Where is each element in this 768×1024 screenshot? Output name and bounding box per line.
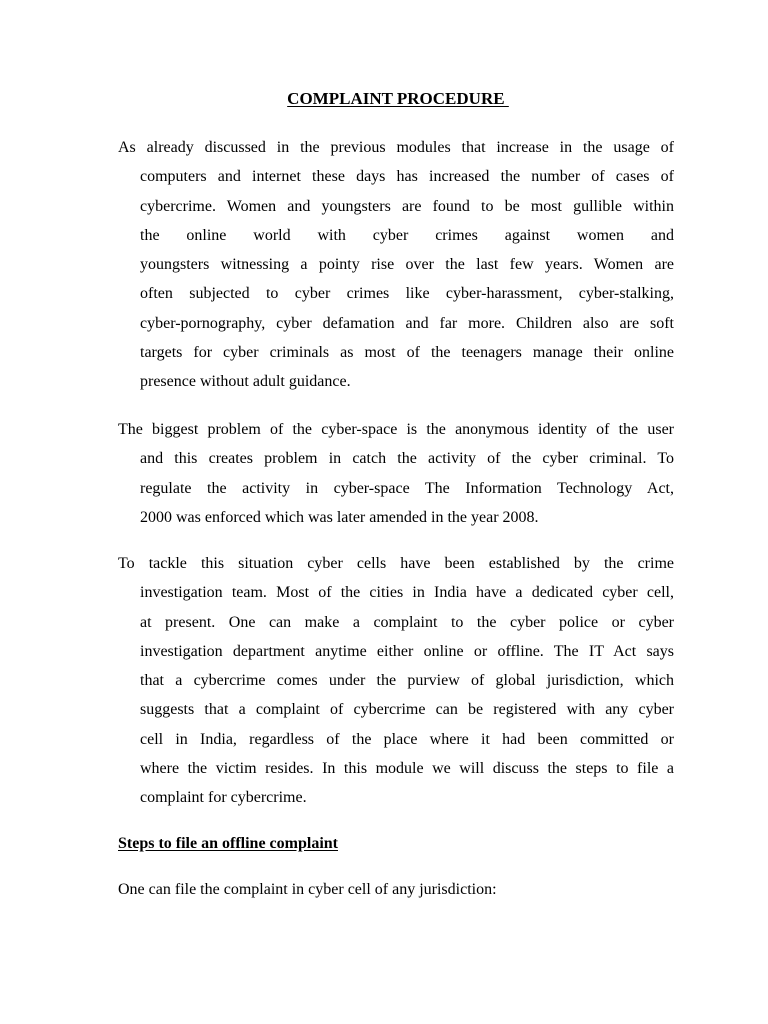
closing-sentence: One can file the complaint in cyber cell of any jurisdiction: (118, 881, 497, 898)
paragraph-line: To tackle this situation cyber cells have been established by the crime (118, 555, 674, 572)
page-title: COMPLAINT PROCEDURE (287, 89, 509, 108)
section-subheading: Steps to file an offline complaint (118, 835, 338, 852)
paragraph-line: cyber-pornography, cyber defamation and far more. Children also are soft (140, 314, 674, 332)
paragraph-line: presence without adult guidance. (140, 373, 351, 391)
paragraph-line: at present. One can make a complaint to the cyber police or cyber (140, 613, 674, 631)
paragraph-line: computers and internet these days has increased the number of cases of (140, 168, 674, 186)
paragraph-line: often subjected to cyber crimes like cyber-harassment, cyber-stalking, (140, 285, 674, 303)
paragraph-line: As already discussed in the previous modules that increase in the usage of (118, 139, 674, 156)
paragraph-line: targets for cyber criminals as most of the teenagers manage their online (140, 344, 674, 362)
paragraph-intro (118, 133, 674, 397)
paragraph-line: that a cybercrime comes under the purview of global jurisdiction, which (140, 672, 674, 690)
paragraph-line: cybercrime. Women and youngsters are found to be most gullible within (140, 197, 674, 215)
paragraph-line: the online world with cyber crimes against women and (140, 226, 674, 244)
paragraph-line: cell in India, regardless of the place where it had been committed or (140, 730, 674, 748)
paragraph-line: investigation department anytime either online or offline. The IT Act says (140, 642, 674, 660)
paragraph-line: regulate the activity in cyber-space The Information Technology Act, (140, 479, 674, 497)
paragraph-line: and this creates problem in catch the activity of the cyber criminal. To (140, 450, 674, 468)
paragraph-line: 2000 was enforced which was later amended in the year 2008. (140, 508, 539, 526)
paragraph-line: The biggest problem of the cyber-space is the anonymous identity of the user (118, 421, 674, 438)
paragraph-line: where the victim resides. In this module we will discuss the steps to file a (140, 760, 674, 778)
paragraph-cyber-cells (118, 549, 674, 813)
paragraph-line: youngsters witnessing a pointy rise over the last few years. Women are (140, 256, 674, 274)
paragraph-line: complaint for cybercrime. (140, 789, 307, 807)
paragraph-anonymity (118, 415, 674, 532)
paragraph-line: investigation team. Most of the cities in India have a dedicated cyber cell, (140, 584, 674, 602)
paragraph-line: suggests that a complaint of cybercrime can be registered with any cyber (140, 701, 674, 719)
